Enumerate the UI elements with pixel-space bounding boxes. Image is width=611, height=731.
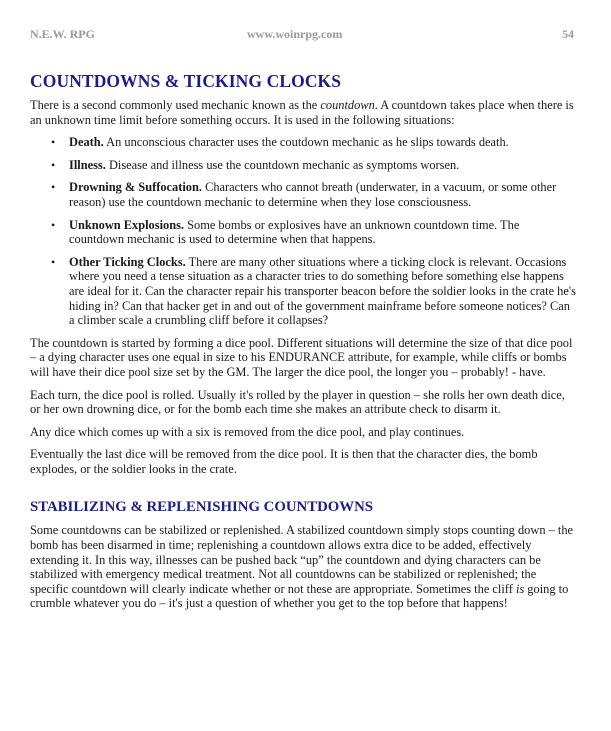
list-item-term: Drowning & Suffocation. — [69, 180, 202, 195]
list-item-term: Death. — [69, 135, 104, 150]
body-paragraph: Eventually the last dice will be removed from the dice pool. It is then that the character dies, the bomb explodes, or the soldier looks in the crate. — [30, 447, 538, 476]
stabilizing-text-b: going to crumble whatever you do – it's just a question of whether you get to the top before that happens! — [30, 581, 569, 611]
page-content — [30, 71, 576, 619]
section-spacer — [30, 484, 576, 498]
list-item-term: Other Ticking Clocks. — [69, 254, 186, 269]
list-item-text: An unconscious character uses the coutdown mechanic as he slips towards death. — [103, 135, 509, 150]
page-number: 54 — [562, 27, 574, 41]
header-title: N.E.W. RPG — [30, 27, 95, 41]
list-item — [30, 218, 576, 247]
list-item-text: Characters who cannot breath (underwater, in a vacuum, or some other reason) use the countdown mechanic to determine when they lose consciousness. — [69, 180, 557, 209]
intro-italic-term: countdown — [320, 98, 375, 112]
bullet-icon: • — [51, 157, 56, 172]
list-item — [30, 158, 576, 173]
header-url: www.woinrpg.com — [247, 27, 343, 41]
bullet-icon: • — [51, 217, 56, 232]
list-item-text: Some bombs or explosives have an unknown countdown time. The countdown mechanic is used to determine when that happens. — [69, 217, 520, 247]
intro-text-b: . A countdown takes place when there is an unknown time limit before something occurs. It is used in the following situations: — [30, 98, 574, 127]
bullet-icon: • — [51, 254, 56, 269]
list-item-text: There are many other situations where a ticking clock is relevant. Occasions where you need a tense situation as a character tries to do something before something else happens are ideal for it. Can the character repair his transporter beacon before the soldier looks in the crate he's hiding in? Can that hacker get in and out of the government mainframe before someone notices? Can a climber scale a crumbling cliff before it collapses? — [69, 254, 576, 328]
stabilizing-italic: is — [515, 581, 525, 596]
intro-paragraph — [30, 98, 576, 127]
body-paragraph: Each turn, the dice pool is rolled. Usually it's rolled by the player in question – she rolls her own death dice, or her own drowning dice, or for the bomb each time she makes an attribute check to disarm it. — [30, 387, 565, 417]
page-header — [30, 27, 574, 43]
body-paragraph: The countdown is started by forming a dice pool. Different situations will determine the size of that dice pool – a dying character uses one equal in size to his ENDURANCE attribute, for example, while cliffs or bombs will have their dice pool size set by the GM. The larger the dice pool, the longer you – probably! - have. — [30, 335, 573, 379]
bullet-icon: • — [51, 135, 56, 150]
stabilizing-text-a: Some countdowns can be stabilized or replenished. A stabilized countdown simply stops counting down – the bomb has been disarmed in time; replenishing a countdown allows extra dice to be added, effectively extending it. In this way, illnesses can be pushed back “up” the countdown and dying characters can be stabilized with emergency medical treatment. Not all countdowns can be stabilized or replenished; the specific countdown will clearly indicate whether or not these are appropriate. Sometimes the cliff — [30, 523, 574, 596]
list-item-term: Unknown Explosions. — [69, 217, 185, 232]
situation-list — [30, 135, 576, 328]
bullet-icon: • — [51, 180, 56, 195]
list-item — [30, 180, 576, 209]
section-heading-stabilizing: STABILIZING & REPLENISHING COUNTDOWNS — [30, 499, 374, 516]
section-heading-countdowns: COUNTDOWNS & TICKING CLOCKS — [30, 71, 342, 91]
body-paragraph: Any dice which comes up with a six is removed from the dice pool, and play continues. — [30, 424, 465, 439]
list-item-term: Illness. — [69, 157, 106, 172]
intro-text-a: There is a second commonly used mechanic known as the — [30, 98, 321, 112]
stabilizing-paragraph — [30, 523, 576, 611]
list-item-text: Disease and illness use the countdown mechanic as symptoms worsen. — [105, 157, 460, 172]
list-item — [30, 255, 576, 328]
list-item — [30, 135, 576, 150]
